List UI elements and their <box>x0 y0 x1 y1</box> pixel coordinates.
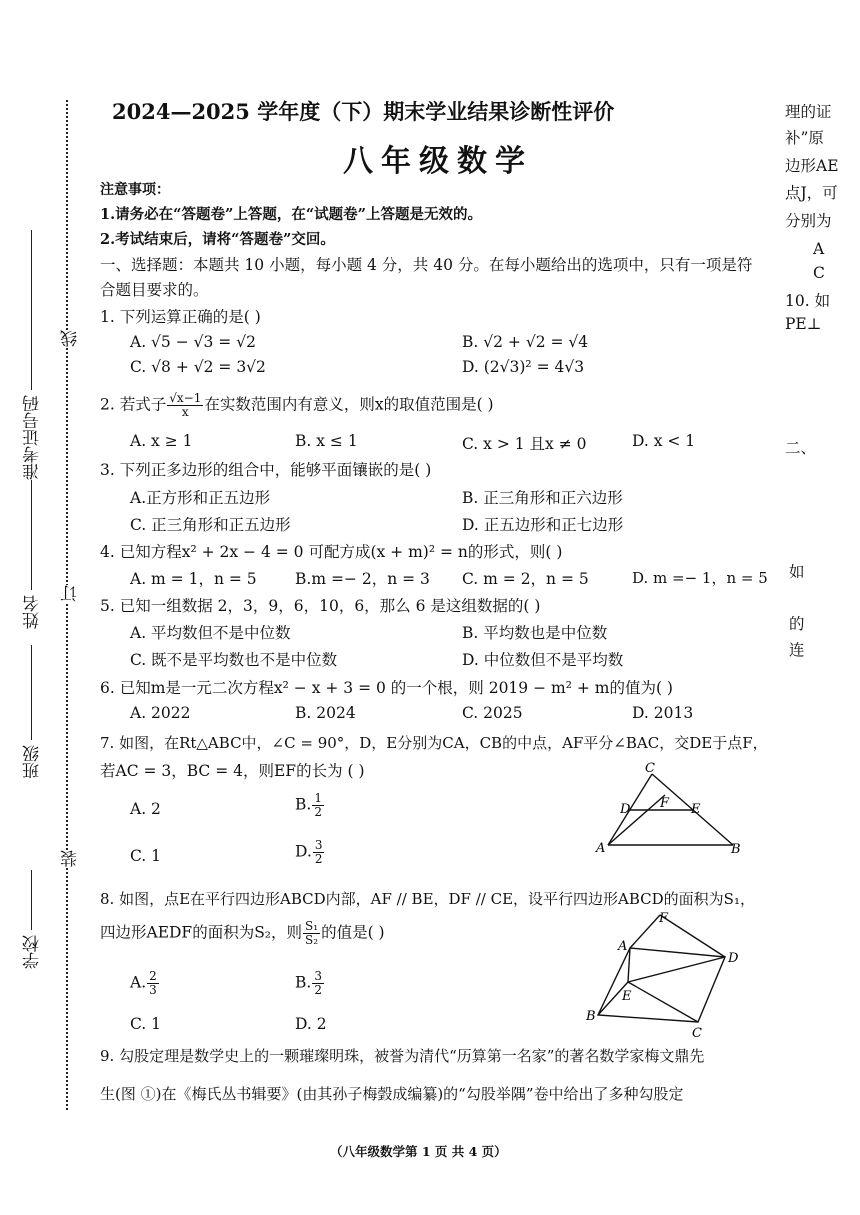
q7-option-d-fraction <box>313 839 325 866</box>
q6-option-b: B. 2024 <box>295 704 356 722</box>
q8-segment-ec <box>628 982 698 1022</box>
q3-option-d: D. 正五边形和正七边形 <box>462 516 624 534</box>
right-strip-text: 理的证 <box>785 103 832 121</box>
right-strip-text: 点J，可 <box>785 184 838 202</box>
section1-intro: 一、选择题：本题共 10 小题，每小题 4 分，共 40 分。在每小题给出的选项中，只有一项是符 <box>100 256 753 274</box>
page-footer: （八年级数学第 1 页 共 4 页） <box>330 1144 507 1159</box>
q7-option-b <box>295 792 325 819</box>
q8-option-a <box>130 970 160 997</box>
q2-option-b: B. x ≤ 1 <box>295 432 358 450</box>
right-strip-text: 10. 如 <box>785 292 831 310</box>
q7-option-b-fraction <box>312 792 324 819</box>
q8-segment-af <box>630 915 660 948</box>
q7-label-f: F <box>660 796 670 811</box>
q7-option-a: A. 2 <box>130 800 161 818</box>
q7-stem-line1: 7. 如图，在Rt△ABC中，∠C = 90°，D，E分别为CA，CB的中点，AF平分∠BAC，交DE于点F， <box>100 734 768 752</box>
q4-stem: 4. 已知方程x² + 2x − 4 = 0 可配方成(x + m)² = n的形式，则( ) <box>100 543 563 561</box>
q8-frac-denominator: S₂ <box>305 933 319 947</box>
q8-stem-line1: 8. 如图，点E在平行四边形ABCD内部，AF // BE，DF // CE，设平行四边形ABCD的面积为S₁， <box>100 890 755 908</box>
exam-number-label: 准考证号码 <box>23 395 43 480</box>
seal-mark-xian: 线 <box>58 330 83 347</box>
school-label: 学校 <box>23 935 43 969</box>
q7-bisector-af <box>608 795 665 845</box>
q4-option-b: B.m =− 2，n = 3 <box>295 570 430 588</box>
q8-b-denominator: 2 <box>314 983 322 997</box>
section1-intro-cont: 合题目要求的。 <box>100 281 209 299</box>
q8-parallelogram-abcd <box>598 948 725 1022</box>
q3-option-c: C. 正三角形和正五边形 <box>130 516 291 534</box>
right-strip-text: C <box>813 264 825 282</box>
right-strip-text: PE⊥ <box>785 315 822 333</box>
q5-option-a: A. 平均数但不是中位数 <box>130 624 291 642</box>
q2-frac-denominator: x <box>181 405 189 419</box>
q6-stem: 6. 已知m是一元二次方程x² − x + 3 = 0 的一个根，则 2019 − m² + m的值为( ) <box>100 679 673 697</box>
q8-label-b: B <box>586 1009 596 1024</box>
q8-fraction <box>303 920 320 947</box>
q3-option-a: A.正方形和正五边形 <box>130 489 271 507</box>
q1-option-a: A. √5 − √3 = √2 <box>130 333 256 351</box>
q8-option-a-label: A. <box>130 973 147 992</box>
exam-number-blank <box>31 230 32 390</box>
binding-dotted-line <box>66 100 68 1110</box>
q7-b-numerator: 1 <box>314 791 322 805</box>
note-item: 2.考试结束后，请将“答题卷”交回。 <box>100 231 335 248</box>
q7-label-d: D <box>620 802 631 817</box>
q8-option-b <box>295 970 325 997</box>
q8-label-a: A <box>618 939 628 954</box>
q8-a-denominator: 3 <box>149 983 157 997</box>
exam-title: 2024—2025 学年度（下）期末学业结果诊断性评价 <box>112 99 615 124</box>
class-blank <box>31 645 32 740</box>
q8-option-a-fraction <box>147 970 159 997</box>
q8-segment-fd <box>660 915 725 957</box>
q2-stem <box>100 392 494 419</box>
q8-label-e: E <box>622 989 632 1004</box>
seal-mark-ding: 订 <box>58 585 83 602</box>
q5-option-b: B. 平均数也是中位数 <box>462 624 608 642</box>
q1-option-b: B. √2 + √2 = √4 <box>462 333 589 351</box>
notes-heading: 注意事项： <box>100 182 170 198</box>
q8-figure <box>580 910 760 1050</box>
class-label: 班级 <box>23 745 43 779</box>
q6-option-a: A. 2022 <box>130 704 191 722</box>
right-strip-text: 连 <box>789 641 805 659</box>
q5-option-d: D. 中位数但不是平均数 <box>462 651 624 669</box>
right-strip-text: A <box>813 240 825 258</box>
q2-option-a: A. x ≥ 1 <box>130 432 193 450</box>
q7-option-d-label: D. <box>295 842 312 861</box>
q6-option-d: D. 2013 <box>632 704 694 722</box>
q2-fraction <box>167 392 203 419</box>
name-label: 姓名 <box>23 595 43 629</box>
name-blank <box>31 480 32 590</box>
q1-option-d: D. (2√3)² = 4√3 <box>462 358 585 376</box>
school-blank <box>31 870 32 930</box>
right-strip-text: 边形AE <box>785 157 839 175</box>
q8-frac-numerator: S₁ <box>305 919 319 933</box>
q5-stem: 5. 已知一组数据 2，3，9，6，10，6，那么 6 是这组数据的( ) <box>100 597 541 615</box>
q7-label-e: E <box>691 802 701 817</box>
q1-stem: 1. 下列运算正确的是( ) <box>100 308 261 326</box>
q4-option-a: A. m = 1，n = 5 <box>130 570 257 588</box>
q7-d-denominator: 2 <box>314 852 323 866</box>
q8-segment-ed <box>628 957 725 982</box>
right-strip-text: 补”原 <box>785 129 824 147</box>
q2-stem-post: 在实数范围内有意义，则x的取值范围是( ) <box>204 395 494 414</box>
q8-option-d: D. 2 <box>295 1015 327 1033</box>
q7-label-c: C <box>645 761 655 776</box>
q7-option-d <box>295 839 325 866</box>
q1-option-c: C. √8 + √2 = 3√2 <box>130 358 266 376</box>
note-item: 1.请务必在“答题卷”上答题，在“试题卷”上答题是无效的。 <box>100 206 482 223</box>
q7-option-b-label: B. <box>295 795 312 814</box>
q8-option-b-label: B. <box>295 973 312 992</box>
right-strip-text: 分别为 <box>785 212 832 230</box>
q8-label-c: C <box>692 1026 702 1041</box>
q7-label-b: B <box>731 842 741 857</box>
q2-option-c: C. x > 1 且x ≠ 0 <box>462 435 587 453</box>
q8-stem-line2 <box>100 920 385 947</box>
q6-option-c: C. 2025 <box>462 704 523 722</box>
q8-a-numerator: 2 <box>149 969 157 983</box>
q8-label-f: F <box>659 911 669 926</box>
q4-option-c: C. m = 2，n = 5 <box>462 570 589 588</box>
q3-stem: 3. 下列正多边形的组合中，能够平面镶嵌的是( ) <box>100 461 432 479</box>
q8-label-d: D <box>728 951 739 966</box>
q8-stem-pre: 四边形AEDF的面积为S₂，则 <box>100 923 303 942</box>
q8-b-numerator: 3 <box>314 969 322 983</box>
seal-mark-zhuang: 装 <box>58 850 83 867</box>
q8-stem-post: 的值是( ) <box>321 923 385 942</box>
q7-figure <box>590 760 760 860</box>
q4-option-d: D. m =− 1，n = 5 <box>632 569 768 587</box>
q8-option-c: C. 1 <box>130 1015 162 1033</box>
q9-stem-line1: 9. 勾股定理是数学史上的一颗璀璨明珠，被誉为清代“历算第一名家”的著名数学家梅文鼎先 <box>100 1047 705 1065</box>
q7-label-a: A <box>596 841 606 856</box>
right-strip-text: 的 <box>789 615 805 633</box>
q7-b-denominator: 2 <box>314 805 322 819</box>
q8-option-b-fraction <box>312 970 324 997</box>
q9-stem-line2: 生(图 ①)在《梅氏丛书辑要》(由其孙子梅瑴成编纂)的“勾股举隅”卷中给出了多种勾股定 <box>100 1085 684 1103</box>
q2-frac-numerator: √x−1 <box>169 391 202 405</box>
right-strip-text: 二、 <box>785 439 817 457</box>
q3-option-b: B. 正三角形和正六边形 <box>462 489 623 507</box>
right-strip-text: 如 <box>789 563 805 581</box>
q7-d-numerator: 3 <box>314 838 323 852</box>
q2-stem-pre: 2. 若式子 <box>100 395 167 414</box>
q7-stem-line2: 若AC = 3，BC = 4，则EF的长为 ( ) <box>100 762 365 780</box>
q7-option-c: C. 1 <box>130 847 162 865</box>
q2-option-d: D. x < 1 <box>632 432 696 450</box>
subject-title: 八年级数学 <box>343 144 533 179</box>
q5-option-c: C. 既不是平均数也不是中位数 <box>130 651 338 669</box>
